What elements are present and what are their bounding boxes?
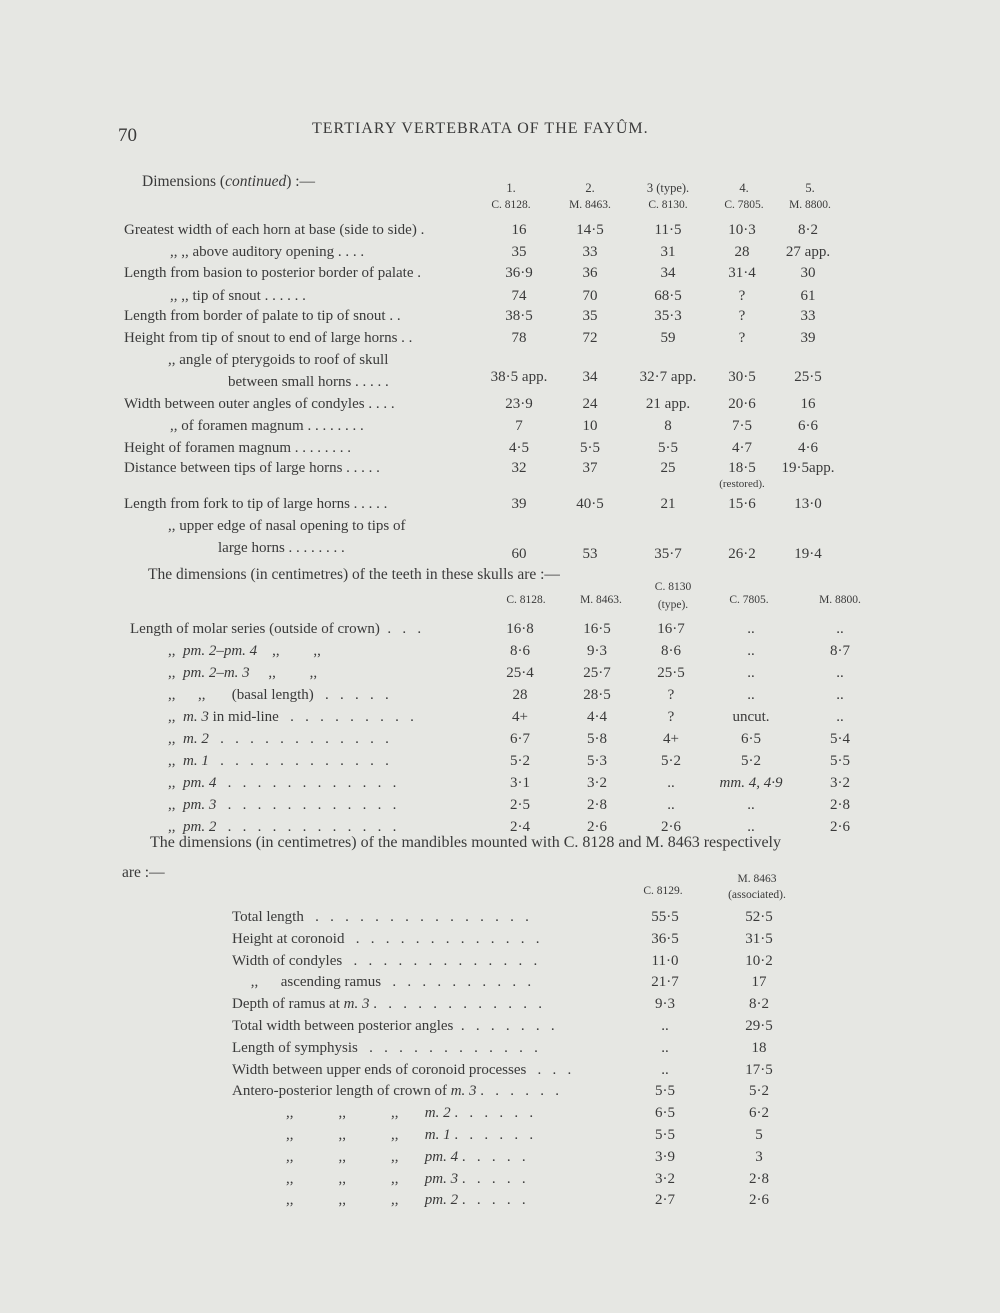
skull-cell: ? [738, 330, 746, 346]
mandible-row-label [232, 1018, 555, 1035]
teeth-cell: mm. 4, 4·9 [719, 775, 783, 791]
teeth-row-label-pre: ,, [168, 687, 176, 703]
skull-cell: 10 [582, 418, 598, 434]
teeth-cell: .. [836, 709, 844, 725]
teeth-cell: ? [667, 709, 675, 725]
teeth-cell: 5·4 [830, 731, 850, 747]
teeth-row-label-post: in mid-line . . . . . . . . . [208, 709, 414, 725]
teeth-cell: 28·5 [583, 687, 611, 703]
mandible-table-intro-line1: The dimensions (in centimetres) of the mandibles mounted with C. 8128 and M. 8463 respectively [150, 834, 781, 851]
mandible-cell: 5·2 [749, 1083, 769, 1100]
skull-col-index: 2. [585, 181, 595, 195]
teeth-row-label [168, 665, 317, 682]
teeth-cell: 5·2 [741, 753, 761, 769]
skull-row-label: Distance between tips of large horns . . . . . [124, 460, 380, 476]
skull-cell: 19·4 [794, 546, 822, 562]
skull-cell: 8 [664, 418, 672, 434]
teeth-row-label-tooth: pm. 4 [183, 775, 217, 791]
mandible-row-label-pre: ,, ,, ,, [286, 1148, 425, 1165]
skull-col-specimen: M. 8800. [789, 199, 831, 211]
mandible-row-label-post: . . . . . . [450, 1127, 534, 1143]
teeth-col-header: M. 8463. [580, 594, 622, 606]
teeth-cell: .. [836, 665, 844, 681]
mandible-cell: 17·5 [745, 1061, 773, 1078]
teeth-row-label-post: . . . . . . . . . . . . [216, 797, 397, 813]
teeth-row-label-post: . . . . . . . . . . . . [208, 753, 389, 769]
skull-cell: 7 [515, 418, 523, 434]
skull-col-index: 5. [805, 181, 815, 195]
mandible-row-label-post: . . . . . . . . . . . . [369, 996, 542, 1013]
skull-intro-suffix: ) :— [286, 173, 316, 190]
skull-row-label: Height from tip of snout to end of large horns . . [124, 330, 413, 346]
mandible-cell: 11·0 [651, 952, 679, 969]
skull-col-specimen: M. 8463. [569, 199, 611, 211]
skull-intro-prefix: Dimensions ( [142, 173, 226, 190]
skull-cell: 61 [800, 288, 816, 304]
teeth-cell: .. [667, 775, 675, 791]
teeth-cell: 3·1 [510, 775, 530, 791]
skull-cell: 21 app. [645, 396, 691, 412]
teeth-cell: 5·2 [661, 753, 681, 769]
teeth-cell: 28 [512, 687, 528, 703]
teeth-cell: .. [747, 643, 755, 659]
teeth-row-label-post: . . . . . . . . . . . . [216, 775, 397, 791]
teeth-cell: 3·2 [830, 775, 850, 791]
teeth-row-label-tooth: m. 1 [183, 753, 209, 769]
skull-cell: 4·6 [798, 440, 818, 456]
mandible-row-label [232, 974, 531, 991]
mandible-row-label-post: . . . . . [458, 1148, 526, 1165]
mandible-cell: 21·7 [651, 974, 679, 991]
skull-col-index: 1. [506, 181, 516, 195]
skull-cell: 19·5app. [781, 460, 835, 476]
mandible-cell: 6·2 [749, 1105, 769, 1122]
skull-cell: 53 [582, 546, 598, 562]
teeth-cell: .. [747, 621, 755, 637]
skull-cell: 33 [582, 244, 598, 260]
teeth-row-label-pre: ,, [168, 731, 176, 747]
teeth-cell: ? [667, 687, 675, 703]
teeth-cell: 25·5 [657, 665, 685, 681]
skull-cell: 34 [582, 369, 598, 385]
mandible-col-header-1: C. 8129. [643, 885, 683, 897]
skull-cell: 72 [582, 330, 598, 346]
skull-cell: 7·5 [732, 418, 752, 434]
page-number: 70 [118, 125, 137, 146]
skull-cell: 23·9 [505, 396, 533, 412]
mandible-col-header-2a: M. 8463 [737, 873, 777, 885]
mandible-row-label [232, 1062, 571, 1079]
teeth-cell: uncut. [732, 709, 770, 725]
teeth-cell: 16·7 [657, 621, 685, 637]
teeth-row-label [168, 753, 389, 770]
mandible-cell: .. [661, 1018, 669, 1034]
teeth-row-label-pre: ,, [168, 643, 176, 659]
teeth-row-label-pre: ,, [168, 753, 176, 769]
skull-cell: 24 [582, 396, 598, 412]
mandible-row-label-pre: Antero-posterior length of crown of [232, 1083, 451, 1100]
skull-cell: ? [738, 308, 746, 324]
running-head: TERTIARY VERTEBRATA OF THE FAYÛM. [312, 120, 649, 137]
skull-cell: 26·2 [728, 546, 756, 562]
skull-cell: 36·9 [505, 265, 533, 281]
teeth-row-label [168, 731, 389, 748]
mandible-row-label-post: . . . . . [458, 1170, 526, 1187]
teeth-row-label-pre: ,, [168, 709, 176, 725]
skull-row-label: Length from fork to tip of large horns . . . . . [124, 496, 388, 512]
skull-cell: 10·3 [728, 222, 756, 238]
mandible-cell: 18 [751, 1039, 767, 1056]
skull-cell: 25·5 [794, 369, 822, 385]
mandible-row-label [286, 1105, 533, 1122]
mandible-row-label-pre: Total width between posterior angles . . . . . . . [232, 1018, 555, 1034]
mandible-cell: 6·5 [655, 1105, 675, 1122]
teeth-col-header-note: (type). [657, 599, 689, 611]
teeth-cell: 5·8 [587, 731, 607, 747]
skull-cell: 60 [511, 546, 527, 562]
skull-cell: 59 [660, 330, 676, 346]
teeth-row-label-post: ,, ,, [257, 643, 321, 659]
teeth-cell: 4+ [663, 731, 679, 747]
skull-cell: 38·5 app. [490, 369, 548, 385]
skull-cell: 16 [800, 396, 816, 412]
teeth-cell: 25·4 [506, 665, 534, 681]
skull-cell: 31 [660, 244, 676, 260]
mandible-row-label-tooth: m. 2 [424, 1105, 451, 1122]
mandible-row-label-pre: ,, ,, ,, [286, 1170, 425, 1187]
mandible-cell: 10·2 [745, 952, 773, 969]
skull-cell: 37 [582, 460, 598, 476]
mandible-row-label-pre: ,, ,, ,, [286, 1127, 425, 1143]
teeth-cell: 8·6 [661, 643, 681, 659]
teeth-cell: 16·8 [506, 621, 534, 637]
teeth-cell: .. [667, 797, 675, 813]
teeth-col-header: C. 8128. [506, 594, 546, 606]
mandible-row-label [232, 996, 542, 1013]
teeth-row-label-post: . . . . . . . . . . . . [216, 819, 397, 835]
mandible-row-label [286, 1192, 526, 1209]
skull-row-label: Length from border of palate to tip of snout . . [124, 308, 401, 324]
mandible-row-label-tooth: pm. 3 [424, 1170, 459, 1187]
teeth-row-label [130, 621, 421, 638]
skull-cell: 28 [734, 244, 750, 260]
teeth-cell: .. [747, 687, 755, 703]
teeth-cell: 3·2 [587, 775, 607, 791]
skull-cell: 5·5 [658, 440, 678, 456]
skull-cell: 36 [582, 265, 598, 281]
teeth-cell: 2·5 [510, 797, 530, 813]
teeth-cell: 2·6 [587, 819, 607, 835]
mandible-cell: 2·7 [655, 1192, 675, 1209]
teeth-table-intro: The dimensions (in centimetres) of the teeth in these skulls are :— [148, 566, 560, 583]
teeth-row-label-tooth: m. 3 [183, 709, 209, 725]
teeth-row-label-pre: ,, [168, 819, 176, 835]
mandible-row-label [232, 931, 539, 948]
mandible-row-label-tooth: m. 3 [343, 996, 370, 1013]
mandible-row-label-pre: ,, ,, ,, [286, 1192, 425, 1209]
skull-cell: 25 [660, 460, 676, 476]
skull-cell: 34 [660, 265, 676, 281]
skull-cell: 78 [511, 330, 527, 346]
skull-cell: 14·5 [576, 222, 604, 238]
mandible-row-label-pre: Length of symphysis . . . . . . . . . . . . [232, 1039, 538, 1056]
mandible-row-label [286, 1171, 526, 1188]
teeth-row-label-tooth: pm. 3 [183, 797, 217, 813]
mandible-row-label-pre: ,, ,, ,, [286, 1105, 425, 1122]
mandible-table-intro-line2: are :— [122, 864, 165, 881]
skull-row-label: ,, ,, tip of snout . . . . . . [170, 288, 306, 304]
teeth-cell: .. [836, 621, 844, 637]
mandible-cell: 36·5 [651, 930, 679, 947]
teeth-col-header: C. 7805. [729, 594, 769, 606]
mandible-row-label [232, 1040, 538, 1057]
teeth-cell: 2·8 [587, 797, 607, 813]
teeth-cell: .. [747, 819, 755, 835]
teeth-cell: 9·3 [587, 643, 607, 659]
teeth-row-label-pre: ,, [168, 775, 176, 791]
teeth-cell: 5·2 [510, 753, 530, 769]
skull-cell: 11·5 [654, 222, 682, 238]
mandible-cell: .. [661, 1039, 669, 1056]
teeth-cell: 4+ [512, 709, 528, 725]
teeth-row-label-post: . . . . . . . . . . . . [208, 731, 389, 747]
skull-row-label: Greatest width of each horn at base (side to side) . [124, 222, 425, 238]
mandible-cell: 9·3 [655, 996, 675, 1013]
mandible-cell: 55·5 [651, 909, 679, 925]
teeth-row-label [168, 797, 396, 814]
mandible-cell: 2·8 [749, 1170, 769, 1187]
skull-cell: 8·2 [798, 222, 818, 238]
skull-cell: 27 app. [785, 244, 831, 260]
teeth-cell: 5·5 [830, 753, 850, 769]
teeth-cell: 6·7 [510, 731, 530, 747]
skull-row-label: Width between outer angles of condyles . . . . [124, 396, 395, 412]
skull-cell: 38·5 [505, 308, 533, 324]
mandible-row-label-tooth: m. 3 [450, 1083, 477, 1100]
skull-cell: 33 [800, 308, 816, 324]
skull-cell: 20·6 [728, 396, 756, 412]
mandible-row-label-pre: Depth of ramus at [232, 996, 344, 1013]
teeth-row-label-tooth: m. 2 [183, 731, 209, 747]
skull-col-specimen: C. 7805. [724, 199, 764, 211]
mandible-row-label [232, 909, 529, 926]
teeth-cell: 25·7 [583, 665, 611, 681]
teeth-row-label-pre: ,, [168, 797, 176, 813]
mandible-row-label-pre: Width between upper ends of coronoid processes . . . [232, 1061, 572, 1078]
teeth-row-label-tooth: pm. 2–m. 3 [183, 665, 250, 681]
teeth-cell: 6·5 [741, 731, 761, 747]
mandible-row-label-post: . . . . . . [476, 1083, 560, 1100]
skull-cell: 35·3 [654, 308, 682, 324]
teeth-cell: .. [747, 665, 755, 681]
skull-cell: 13·0 [794, 496, 822, 512]
teeth-cell: 2·6 [661, 819, 681, 835]
teeth-row-label [168, 643, 321, 660]
teeth-cell: 2·6 [830, 819, 850, 835]
mandible-cell: 17 [751, 974, 767, 991]
mandible-row-label [286, 1149, 526, 1166]
skull-cell: 35 [511, 244, 527, 260]
mandible-cell: 52·5 [745, 909, 773, 925]
mandible-row-label [232, 1083, 559, 1100]
mandible-row-label-pre: ,, ascending ramus . . . . . . . . . . [232, 974, 532, 991]
mandible-row-label [232, 953, 537, 970]
teeth-cell: 5·3 [587, 753, 607, 769]
skull-row-label: ,, of foramen magnum . . . . . . . . [170, 418, 364, 434]
mandible-cell: 5 [755, 1127, 763, 1143]
teeth-row-label-post: ,, ,, [249, 665, 318, 681]
teeth-row-label-pre: ,, [168, 665, 176, 681]
skull-cell: 35·7 [654, 546, 682, 562]
teeth-cell: 4·4 [587, 709, 607, 725]
mandible-cell: 5·5 [655, 1083, 675, 1100]
teeth-row-label-pre: Length of molar series (outside of crown) . . . [130, 621, 422, 637]
skull-cell: 32 [511, 460, 527, 476]
teeth-row-label [168, 709, 414, 726]
skull-cell: 40·5 [576, 496, 604, 512]
mandible-row-label [286, 1127, 533, 1144]
skull-cell-note: (restored). [719, 478, 765, 490]
skull-cell: 70 [582, 288, 598, 304]
teeth-cell: 8·7 [830, 643, 850, 659]
teeth-cell: 8·6 [510, 643, 530, 659]
skull-row-label: ,, ,, above auditory opening . . . . [170, 244, 365, 260]
mandible-cell: 29·5 [745, 1018, 773, 1034]
skull-cell: 68·5 [654, 288, 682, 304]
skull-cell: 31·4 [728, 265, 756, 281]
skull-cell: 74 [511, 288, 527, 304]
skull-cell: 6·6 [798, 418, 818, 434]
skull-cell: 30·5 [728, 369, 756, 385]
teeth-cell: 16·5 [583, 621, 611, 637]
mandible-cell: 3·9 [655, 1148, 675, 1165]
teeth-row-label-tooth: pm. 2 [183, 819, 217, 835]
skull-col-specimen: C. 8128. [491, 199, 531, 211]
skull-table-intro [142, 173, 315, 191]
skull-cell: 15·6 [728, 496, 756, 512]
skull-cell: 16 [511, 222, 527, 238]
mandible-row-label-pre: Height at coronoid . . . . . . . . . . . . . [232, 930, 540, 947]
skull-cell: 32·7 app. [639, 369, 697, 385]
skull-row-label: Height of foramen magnum . . . . . . . . [124, 440, 352, 456]
teeth-row-label-tooth: pm. 2–pm. 4 [183, 643, 258, 659]
skull-cell: 18·5 [728, 460, 756, 476]
skull-intro-italic: continued [225, 173, 287, 190]
skull-cell: 21 [660, 496, 676, 512]
mandible-cell: 3 [755, 1148, 763, 1165]
skull-row-label: Length from basion to posterior border of palate . [124, 265, 421, 281]
skull-row-label-cont: large horns . . . . . . . . [218, 540, 345, 556]
mandible-cell: 31·5 [745, 930, 773, 947]
mandible-row-label-tooth: m. 1 [424, 1127, 451, 1143]
teeth-row-label [168, 687, 389, 704]
skull-cell: 39 [800, 330, 816, 346]
mandible-row-label-tooth: pm. 4 [424, 1148, 459, 1165]
skull-cell: 5·5 [580, 440, 600, 456]
skull-row-label-cont: between small horns . . . . . [228, 374, 389, 390]
mandible-cell: 5·5 [655, 1127, 675, 1143]
mandible-row-label-pre: Width of condyles . . . . . . . . . . . . . [232, 952, 538, 969]
skull-cell: 39 [511, 496, 527, 512]
skull-col-index: 3 (type). [646, 181, 690, 195]
mandible-row-label-tooth: pm. 2 [424, 1192, 459, 1209]
teeth-row-label-post: ,, (basal length) . . . . . [175, 687, 389, 703]
mandible-cell: .. [661, 1061, 669, 1078]
mandible-cell: 2·6 [749, 1192, 769, 1209]
teeth-col-header: C. 8130 [654, 581, 692, 593]
mandible-row-label-post: . . . . . [458, 1192, 526, 1209]
skull-col-specimen: C. 8130. [648, 199, 688, 211]
teeth-cell: .. [747, 797, 755, 813]
skull-cell: ? [738, 288, 746, 304]
skull-cell: 4·7 [732, 440, 752, 456]
mandible-cell: 8·2 [749, 996, 769, 1013]
skull-row-label: ,, upper edge of nasal opening to tips of [168, 518, 406, 534]
teeth-row-label [168, 775, 396, 792]
teeth-cell: .. [836, 687, 844, 703]
teeth-cell: 2·4 [510, 819, 530, 835]
mandible-row-label-pre: Total length . . . . . . . . . . . . . . . [232, 909, 529, 925]
teeth-cell: 2·8 [830, 797, 850, 813]
mandible-row-label-post: . . . . . . [450, 1105, 534, 1122]
mandible-col-header-2b: (associated). [728, 889, 786, 901]
skull-cell: 4·5 [509, 440, 529, 456]
skull-row-label: ,, angle of pterygoids to roof of skull [168, 352, 389, 368]
skull-cell: 30 [800, 265, 816, 281]
skull-col-index: 4. [739, 181, 749, 195]
teeth-col-header: M. 8800. [819, 594, 861, 606]
mandible-cell: 3·2 [655, 1170, 675, 1187]
skull-cell: 35 [582, 308, 598, 324]
